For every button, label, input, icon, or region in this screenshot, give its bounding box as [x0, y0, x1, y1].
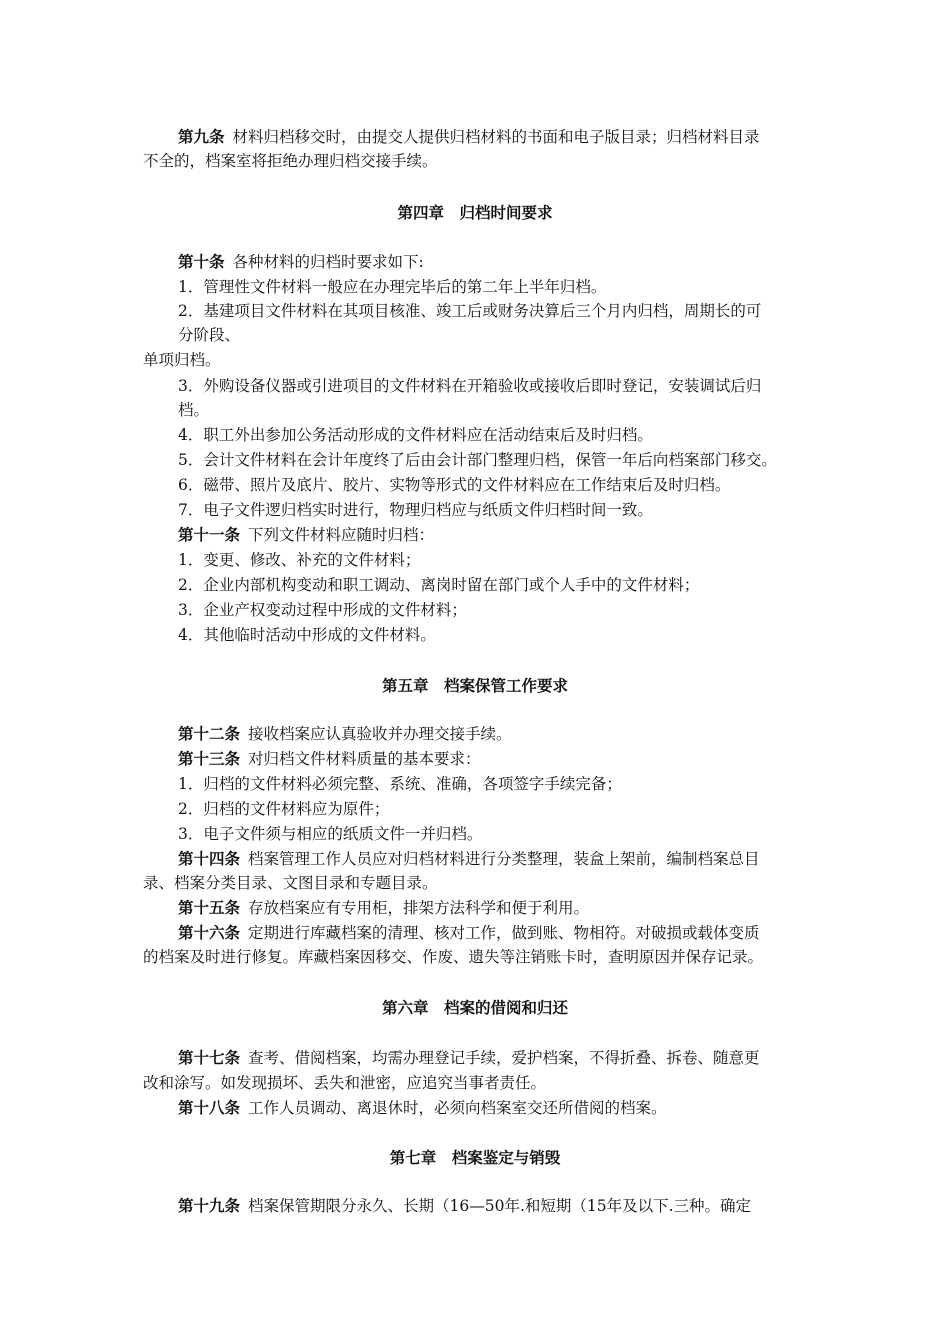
- list-item: 7．电子文件逻归档实时进行，物理归档应与纸质文件归档时间一致。: [178, 501, 653, 519]
- article-label: 第十一条: [178, 526, 241, 544]
- article-label: 第十四条: [178, 850, 241, 868]
- list-item-continuation: 单项归档。: [143, 351, 221, 369]
- article-text: 对归档文件材料质量的基本要求：: [248, 750, 481, 768]
- list-item: 3．外购设备仪器或引进项目的文件材料在开箱验收或接收后即时登记，安装调试后归: [178, 377, 762, 395]
- article-label: 第十八条: [178, 1099, 241, 1117]
- list-item: 4．其他临时活动中形成的文件材料。: [178, 626, 436, 644]
- chapter-6-heading: 第六章 档案的借阅和归还: [381, 999, 568, 1017]
- article-16-line-2: 的档案及时进行修复。库藏档案因移交、作废、遗失等注销账卡时，查明原因并保存记录。: [143, 948, 764, 966]
- list-item: 1．变更、修改、补充的文件材料；: [178, 551, 421, 569]
- list-item: 2．归档的文件材料应为原件；: [178, 800, 390, 818]
- article-text: 下列文件材料应随时归档：: [248, 526, 435, 544]
- article-label: 第十六条: [178, 924, 241, 942]
- article-13: [0, 747, 950, 771]
- list-item: 3．电子文件须与相应的纸质文件一并归档。: [178, 825, 483, 843]
- article-11: [0, 523, 950, 547]
- article-15: [0, 896, 950, 920]
- list-item: 1．归档的文件材料必须完整、系统、准确，各项签字手续完备；: [178, 775, 622, 793]
- article-19: [0, 1194, 950, 1218]
- article-label: 第十三条: [178, 750, 241, 768]
- article-label: 第十五条: [178, 899, 241, 917]
- article-text: 材料归档移交时，由提交人提供归档材料的书面和电子版目录；归档材料目录: [232, 128, 760, 146]
- chapter-4-heading: 第四章 归档时间要求: [397, 204, 553, 222]
- article-label: 第十七条: [178, 1049, 241, 1067]
- article-9-line-2: 不全的，档案室将拒绝办理归档交接手续。: [143, 152, 438, 170]
- article-18: [0, 1096, 950, 1120]
- list-item: 2．企业内部机构变动和职工调动、离岗时留在部门或个人手中的文件材料；: [178, 576, 700, 594]
- article-12: [0, 722, 950, 746]
- list-item: 4．职工外出参加公务活动形成的文件材料应在活动结束后及时归档。: [178, 426, 653, 444]
- list-item: 5．会计文件材料在会计年度终了后由会计部门整理归档，保管一年后向档案部门移交。: [178, 451, 777, 469]
- article-17-line-2: 改和涂写。如发现损坏、丢失和泄密，应追究当事者责任。: [143, 1074, 547, 1092]
- article-14-line-1: [0, 847, 950, 871]
- article-16-line-1: [0, 921, 950, 945]
- article-text: 档案保管期限分永久、长期（16—50年.和短期（15年及以下.三种。确定: [248, 1197, 752, 1215]
- article-17-line-1: [0, 1046, 950, 1070]
- article-label: 第十二条: [178, 725, 241, 743]
- article-text: 各种材料的归档时要求如下:: [232, 253, 424, 271]
- article-text: 存放档案应有专用柜，排架方法科学和便于利用。: [248, 899, 590, 917]
- article-text: 查考、借阅档案，均需办理登记手续，爱护档案，不得折叠、拆卷、随意更: [248, 1049, 760, 1067]
- article-text: 定期进行库藏档案的清理、核对工作，做到账、物相符。对破损或载体变质: [248, 924, 760, 942]
- chapter-5-heading: 第五章 档案保管工作要求: [381, 677, 568, 695]
- article-text: 接收档案应认真验收并办理交接手续。: [248, 725, 512, 743]
- list-item-continuation: 分阶段、: [178, 326, 241, 344]
- article-text: 档案管理工作人员应对归档材料进行分类整理，装盒上架前，编制档案总目: [248, 850, 760, 868]
- list-item: 1．管理性文件材料一般应在办理完毕后的第二年上半年归档。: [178, 278, 607, 296]
- list-item: 3．企业产权变动过程中形成的文件材料；: [178, 601, 467, 619]
- list-item: 2．基建项目文件材料在其项目核准、竣工后或财务决算后三个月内归档，周期长的可: [178, 302, 762, 320]
- article-9-line-1: [0, 125, 950, 149]
- article-label: 第十九条: [178, 1197, 241, 1215]
- list-item-continuation: 档。: [178, 401, 210, 419]
- article-14-line-2: 录、档案分类目录、文图目录和专题目录。: [143, 874, 438, 892]
- article-label: 第十条: [178, 253, 225, 271]
- article-label: 第九条: [178, 128, 225, 146]
- chapter-7-heading: 第七章 档案鉴定与销毁: [389, 1149, 561, 1167]
- list-item: 6．磁带、照片及底片、胶片、实物等形式的文件材料应在工作结束后及时归档。: [178, 476, 731, 494]
- article-10: [0, 250, 950, 274]
- article-text: 工作人员调动、离退休时，必须向档案室交还所借阅的档案。: [248, 1099, 667, 1117]
